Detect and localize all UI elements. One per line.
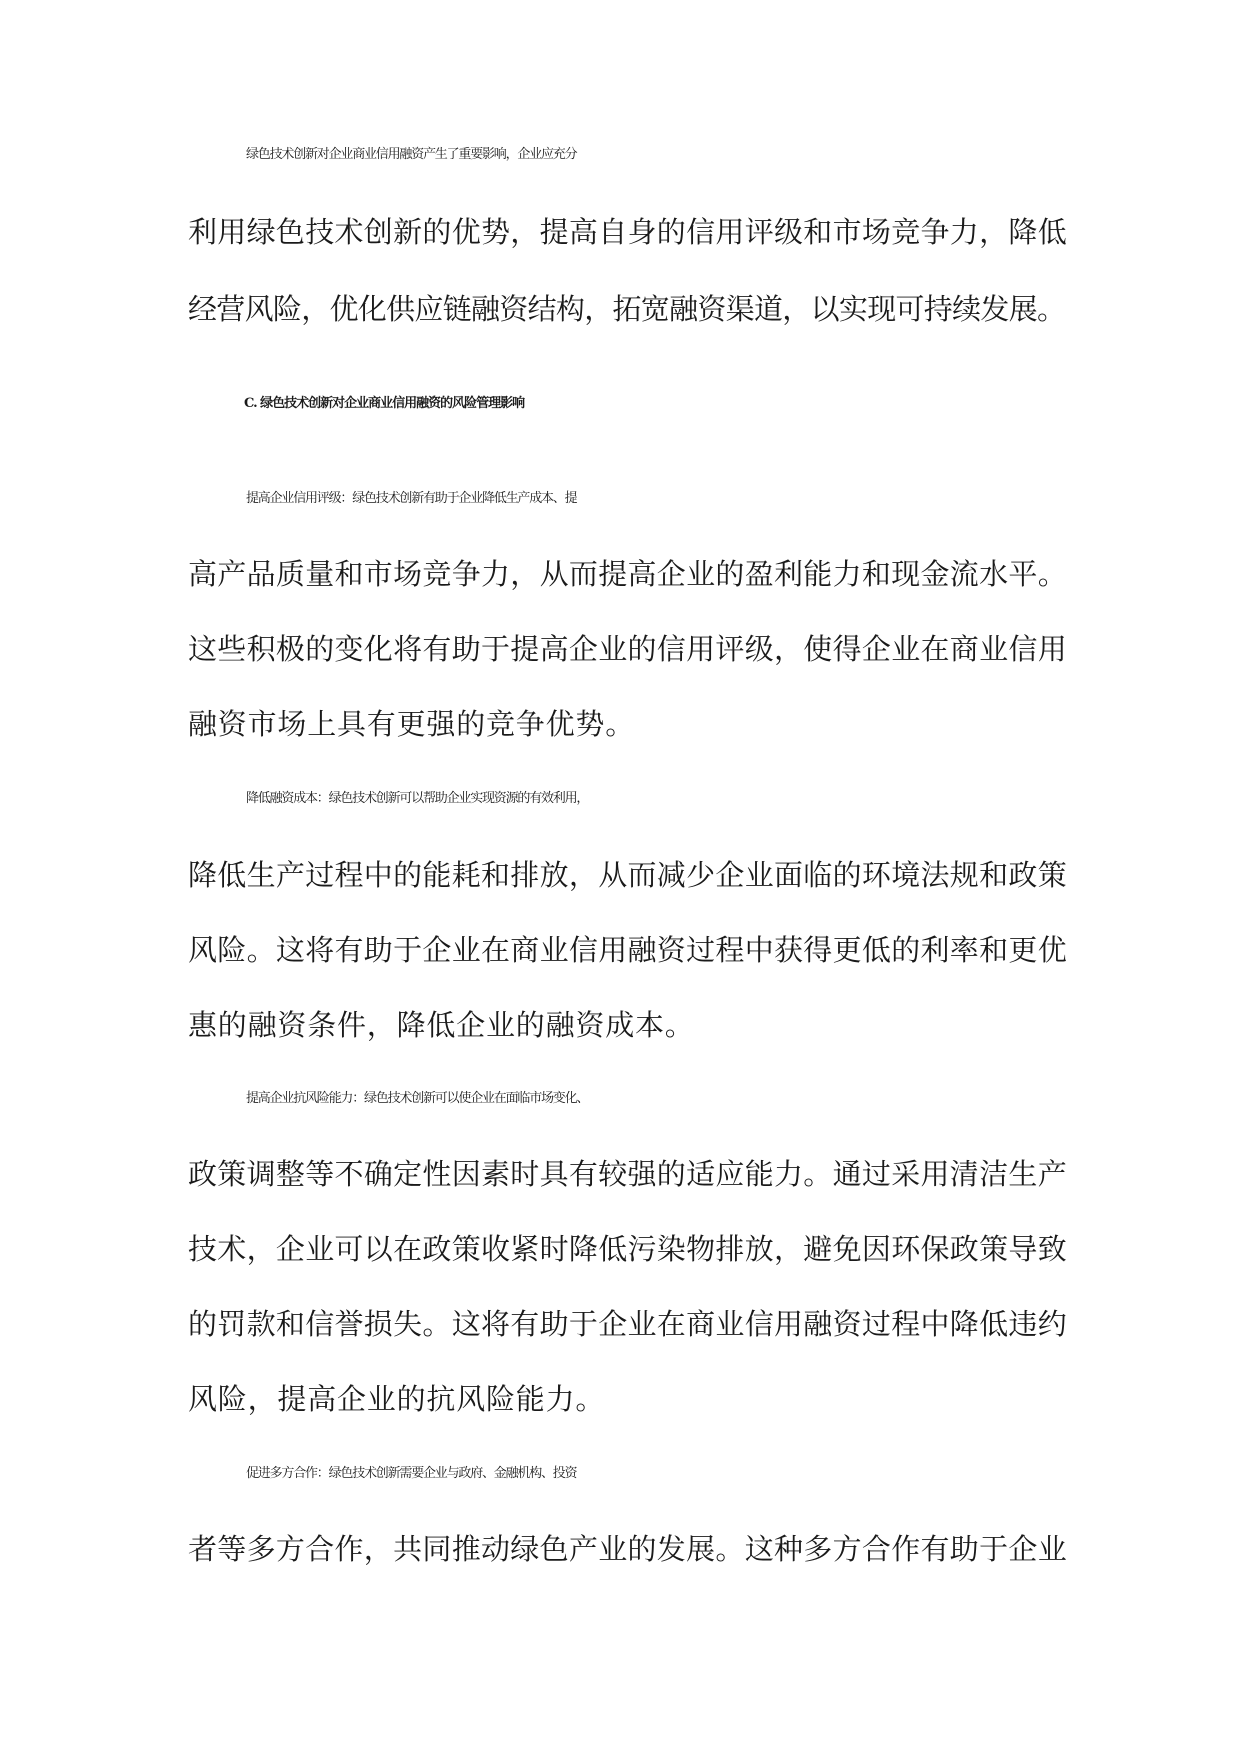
- section-heading: C. 绿色技术创新对企业商业信用融资的风险管理影响: [244, 396, 525, 411]
- paragraph-3-line-4: 惠的融资条件，降低企业的融资成本。: [188, 1008, 695, 1042]
- paragraph-3-line-2: 降低生产过程中的能耗和排放，从而减少企业面临的环境法规和政策: [188, 858, 1068, 892]
- paragraph-4-line-1: 提高企业抗风险能力：绿色技术创新可以使企业在面临市场变化、: [246, 1091, 589, 1106]
- paragraph-3-line-3: 风险。这将有助于企业在商业信用融资过程中获得更低的利率和更优: [188, 933, 1068, 967]
- paragraph-1-line-1: 绿色技术创新对企业商业信用融资产生了重要影响，企业应充分: [246, 147, 577, 162]
- paragraph-4-line-2: 政策调整等不确定性因素时具有较强的适应能力。通过采用清洁生产: [188, 1157, 1068, 1191]
- paragraph-5-line-1: 促进多方合作：绿色技术创新需要企业与政府、金融机构、投资: [246, 1466, 577, 1481]
- paragraph-2-line-3: 这些积极的变化将有助于提高企业的信用评级，使得企业在商业信用: [188, 632, 1068, 666]
- paragraph-2-line-4: 融资市场上具有更强的竞争优势。: [188, 707, 636, 741]
- paragraph-3-line-1: 降低融资成本：绿色技术创新可以帮助企业实现资源的有效利用，: [246, 791, 589, 806]
- paragraph-1-line-3: 经营风险，优化供应链融资结构，拓宽融资渠道，以实现可持续发展。: [188, 292, 1066, 326]
- paragraph-1-line-2: 利用绿色技术创新的优势，提高自身的信用评级和市场竞争力，降低: [188, 215, 1068, 249]
- paragraph-4-line-5: 风险，提高企业的抗风险能力。: [188, 1382, 606, 1416]
- paragraph-4-line-3: 技术，企业可以在政策收紧时降低污染物排放，避免因环保政策导致: [188, 1232, 1068, 1266]
- paragraph-5-line-2: 者等多方合作，共同推动绿色产业的发展。这种多方合作有助于企业: [188, 1532, 1068, 1566]
- paragraph-4-line-4: 的罚款和信誉损失。这将有助于企业在商业信用融资过程中降低违约: [188, 1307, 1068, 1341]
- paragraph-2-line-2: 高产品质量和市场竞争力，从而提高企业的盈利能力和现金流水平。: [188, 557, 1068, 591]
- paragraph-2-line-1: 提高企业信用评级：绿色技术创新有助于企业降低生产成本、提: [246, 491, 577, 506]
